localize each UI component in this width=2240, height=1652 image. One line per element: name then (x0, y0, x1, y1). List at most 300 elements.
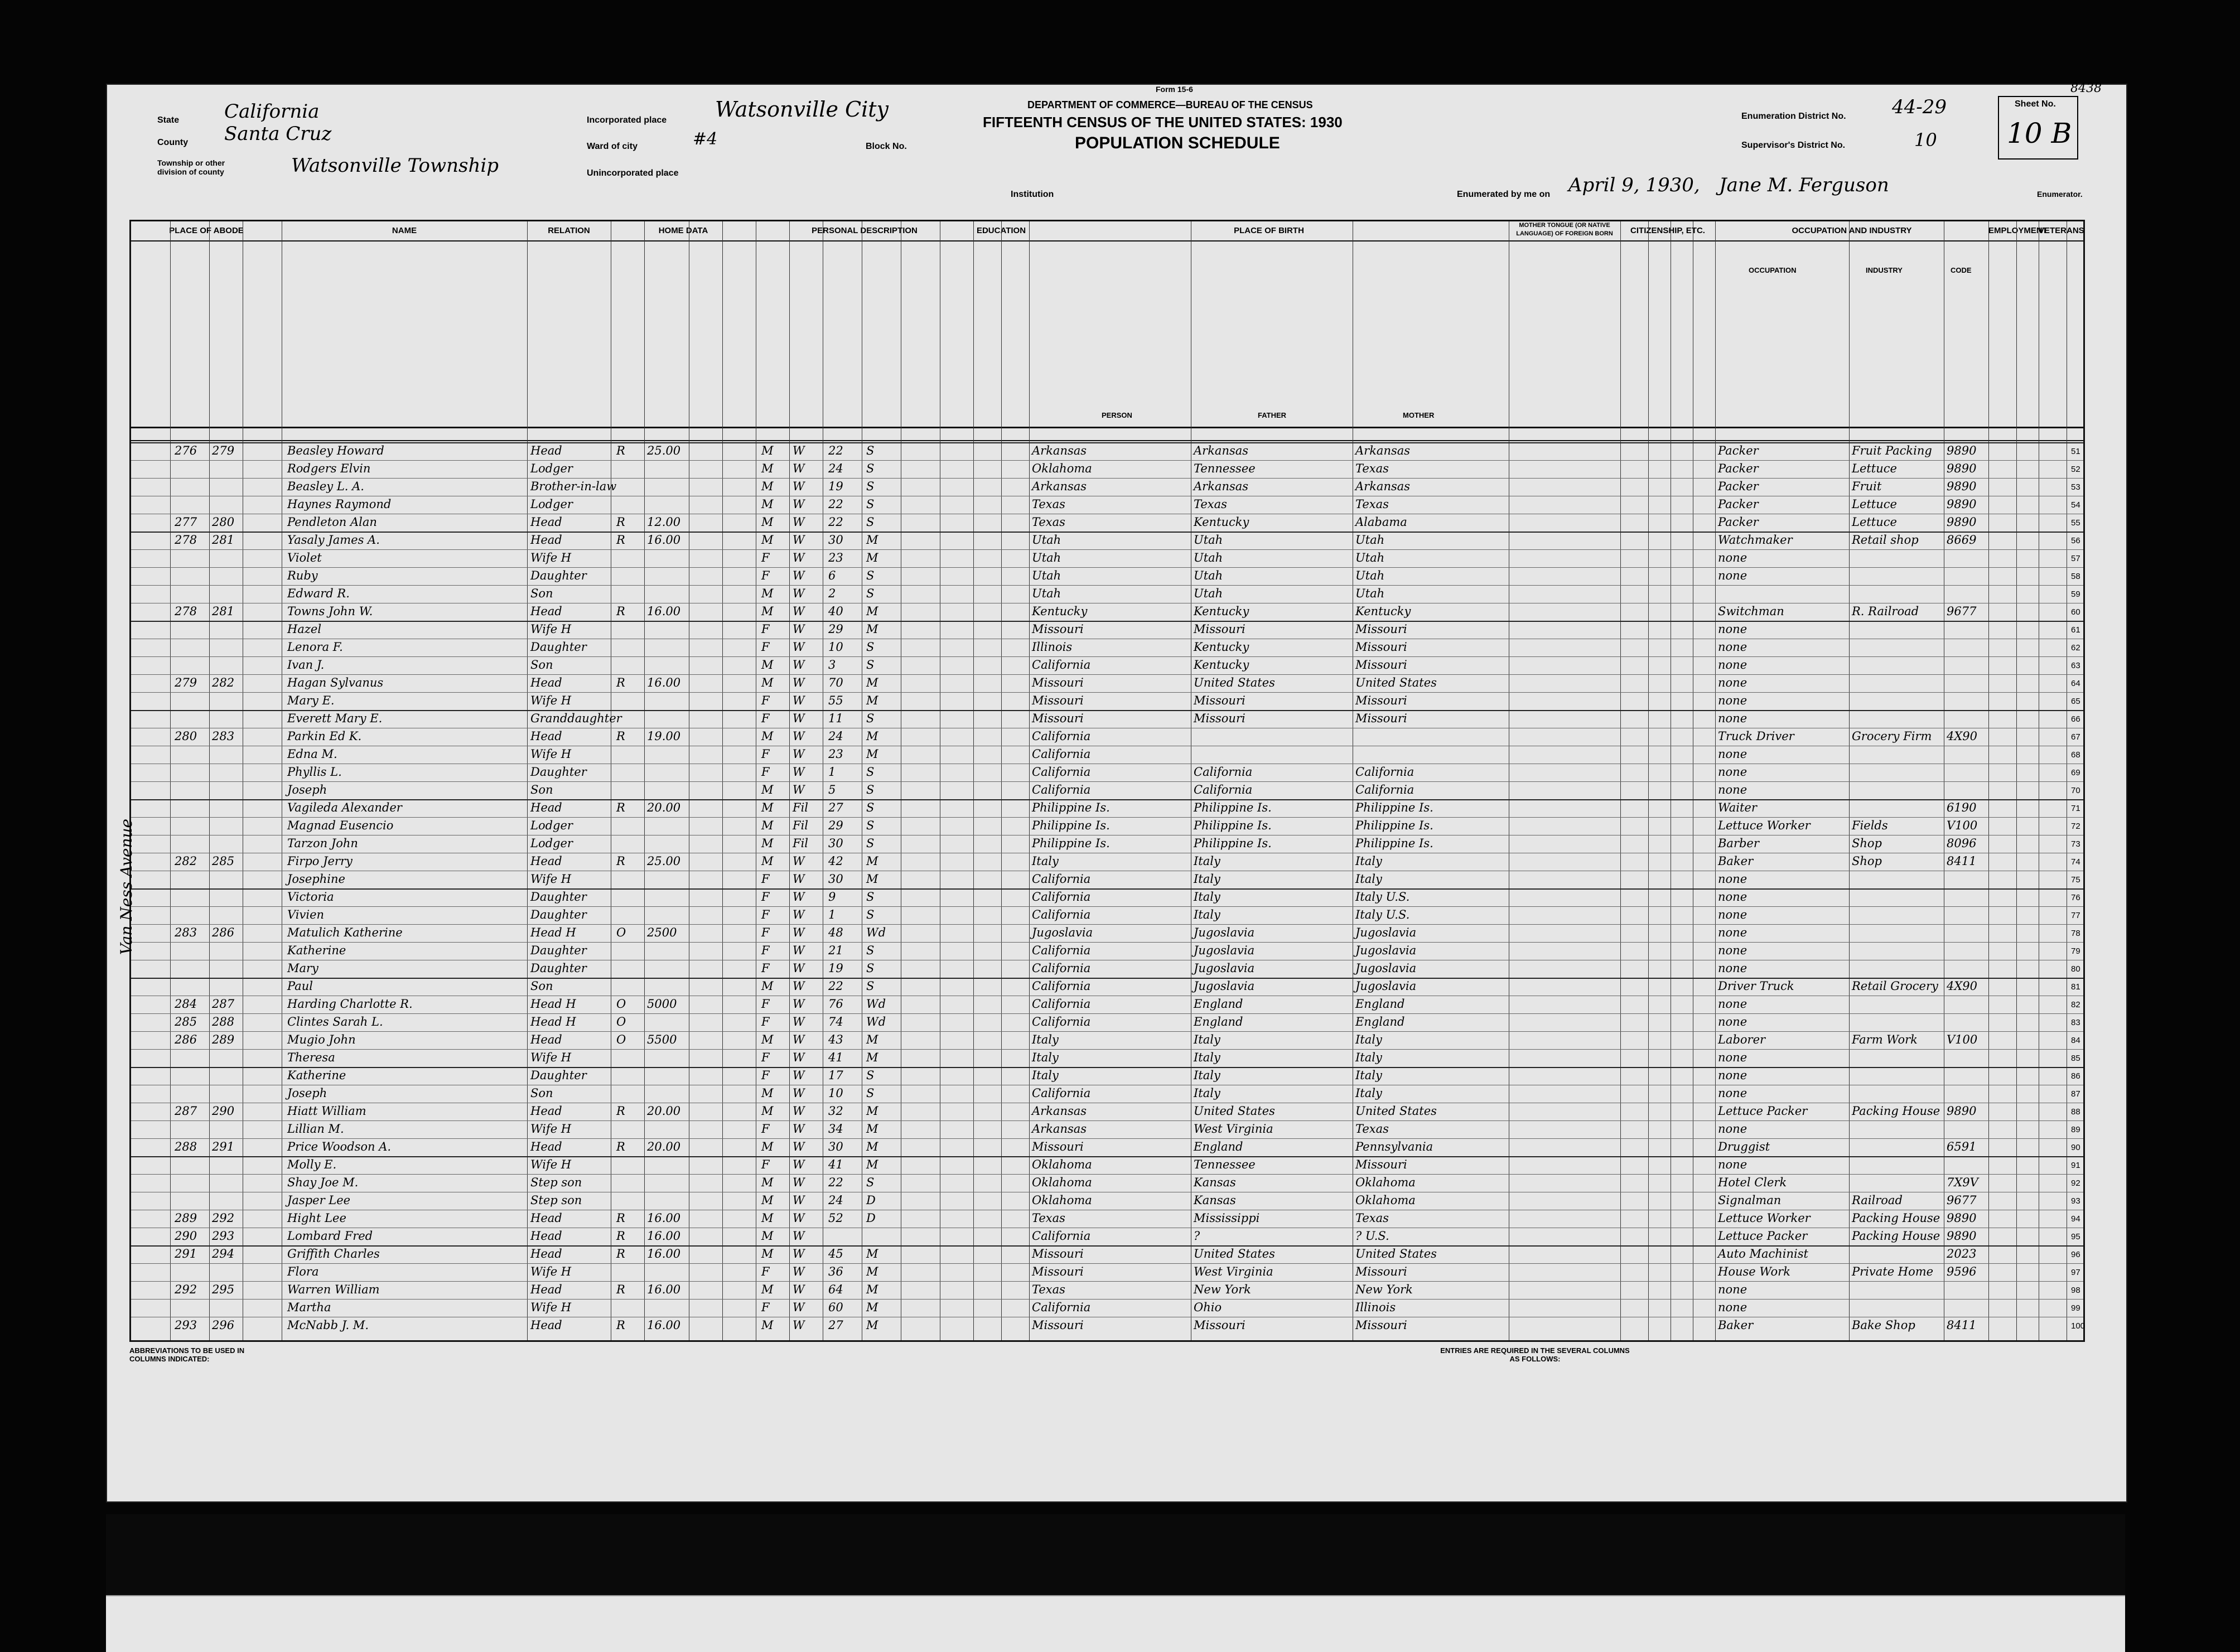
line-number: 51 (2071, 447, 2080, 456)
table-row (131, 906, 2083, 907)
cell-age: 27 (828, 801, 843, 814)
cell-marital: S (866, 979, 875, 993)
cell-family: 291 (212, 1140, 235, 1153)
cell-relation: Head (530, 1283, 562, 1296)
cell-industry: Fruit Packing (1852, 444, 1932, 457)
column-divider (2016, 221, 2017, 1340)
cell-value: 16.00 (647, 1247, 681, 1260)
cell-tenure: R (616, 1140, 625, 1153)
cell-dwelling: 279 (175, 676, 197, 689)
cell-sex: F (761, 1265, 770, 1278)
cell-code: 9677 (1947, 1194, 1977, 1207)
cell-birthplace: Texas (1032, 1283, 1065, 1296)
table-row (131, 442, 2083, 443)
county-value: Santa Cruz (224, 123, 332, 145)
cell-occupation: Packer (1718, 497, 1759, 511)
cell-name: Joseph (287, 1086, 327, 1100)
cell-occupation: House Work (1718, 1265, 1790, 1278)
cell-family: 290 (212, 1104, 235, 1118)
column-divider (527, 221, 528, 1340)
column-divider (1715, 221, 1716, 1340)
group-mother-tongue: MOTHER TONGUE (OR NATIVE LANGUAGE) OF FOREIGN BORN (1509, 221, 1620, 241)
cell-value: 20.00 (647, 801, 681, 814)
cell-sex: M (761, 515, 774, 529)
cell-age: 24 (828, 730, 843, 743)
cell-tenure: R (616, 444, 625, 457)
cell-dwelling: 280 (175, 730, 197, 743)
ed-label: Enumeration District No. (1741, 112, 1846, 121)
cell-marital: M (866, 694, 878, 707)
cell-name: Parkin Ed K. (287, 730, 362, 743)
cell-name: Firpo Jerry (287, 854, 353, 868)
cell-sex: F (761, 1015, 770, 1028)
cell-race: W (793, 1211, 805, 1225)
cell-industry: Grocery Firm (1852, 730, 1932, 743)
cell-age: 48 (828, 926, 843, 939)
cell-birthplace: California (1032, 1015, 1091, 1028)
cell-father: Philippine Is. (1194, 801, 1272, 814)
cell-father: Italy (1194, 1033, 1220, 1046)
cell-occupation: none (1718, 765, 1747, 779)
cell-mother: Philippine Is. (1355, 801, 1433, 814)
cell-name: Lillian M. (287, 1122, 344, 1136)
line-number: 63 (2071, 661, 2080, 670)
cell-mother: Jugoslavia (1355, 944, 1417, 957)
line-number: 95 (2071, 1232, 2080, 1242)
cell-race: W (793, 730, 805, 743)
cell-tenure: R (616, 533, 625, 547)
cell-tenure: O (616, 1015, 626, 1028)
institution-label: Institution (1011, 190, 1054, 199)
cell-mother: Jugoslavia (1355, 979, 1417, 993)
cell-relation: Head (530, 1104, 562, 1118)
cell-marital: D (866, 1194, 876, 1207)
population-table (129, 220, 2085, 1342)
cell-birthplace: Texas (1032, 497, 1065, 511)
cell-mother: England (1355, 1015, 1405, 1028)
cell-marital: S (866, 837, 875, 850)
cell-race: W (793, 747, 805, 761)
cell-birthplace: Missouri (1032, 676, 1084, 689)
cell-age: 55 (828, 694, 843, 707)
cell-birthplace: Missouri (1032, 1140, 1084, 1153)
cell-occupation: Auto Machinist (1718, 1247, 1808, 1260)
cell-birthplace: Missouri (1032, 1247, 1084, 1260)
cell-birthplace: Arkansas (1032, 444, 1087, 457)
cell-sex: M (761, 1140, 774, 1153)
cell-name: Mary E. (287, 694, 335, 707)
cell-marital: S (866, 908, 875, 921)
cell-name: Martha (287, 1301, 331, 1314)
cell-marital: M (866, 1247, 878, 1260)
cell-family: 296 (212, 1318, 235, 1332)
cell-age: 23 (828, 551, 843, 564)
cell-age: 42 (828, 854, 843, 868)
cell-family: 286 (212, 926, 235, 939)
header-occupation: OCCUPATION (1749, 266, 1797, 274)
cell-value: 12.00 (647, 515, 681, 529)
cell-name: Edna M. (287, 747, 337, 761)
cell-sex: M (761, 1033, 774, 1046)
cell-race: W (793, 712, 805, 725)
line-number: 91 (2071, 1161, 2080, 1170)
table-row (131, 1281, 2083, 1282)
cell-father: United States (1194, 1247, 1275, 1260)
cell-race: W (793, 1086, 805, 1100)
cell-age: 9 (828, 890, 836, 904)
cell-name: Mugio John (287, 1033, 356, 1046)
cell-mother: Kentucky (1355, 605, 1411, 618)
cell-age: 30 (828, 1140, 843, 1153)
cell-occupation: Baker (1718, 854, 1754, 868)
cell-age: 29 (828, 622, 843, 636)
cell-occupation: none (1718, 1158, 1747, 1171)
cell-relation: Wife H (530, 1158, 572, 1171)
cell-code: 8411 (1947, 1318, 1977, 1332)
cell-father: Ohio (1194, 1301, 1222, 1314)
cell-name: Lenora F. (287, 640, 343, 654)
cell-relation: Son (530, 587, 553, 600)
cell-father: Missouri (1194, 712, 1245, 725)
cell-occupation: Packer (1718, 444, 1759, 457)
table-row (131, 978, 2083, 979)
cell-relation: Wife H (530, 1051, 572, 1064)
cell-race: W (793, 765, 805, 779)
group-education: EDUCATION (973, 221, 1029, 241)
form-label: Form 15-6 (1156, 85, 1193, 94)
group-place-of-birth: PLACE OF BIRTH (1029, 221, 1509, 241)
cell-name: Phyllis L. (287, 765, 342, 779)
cell-occupation: none (1718, 640, 1747, 654)
line-number: 78 (2071, 929, 2080, 938)
cell-marital: M (866, 747, 878, 761)
cell-age: 22 (828, 515, 843, 529)
cell-age: 76 (828, 997, 843, 1011)
cell-race: Fil (793, 819, 809, 832)
cell-industry: Shop (1852, 837, 1882, 850)
cell-mother: Illinois (1355, 1301, 1396, 1314)
cell-name: Rodgers Elvin (287, 462, 371, 475)
cell-race: W (793, 1051, 805, 1064)
cell-mother: Missouri (1355, 622, 1407, 636)
cell-birthplace: California (1032, 1229, 1091, 1243)
cell-mother: Utah (1355, 569, 1385, 582)
cell-race: W (793, 1247, 805, 1260)
cell-father: Missouri (1194, 1318, 1245, 1332)
cell-father: California (1194, 765, 1253, 779)
cell-family: 280 (212, 515, 235, 529)
cell-marital: M (866, 1104, 878, 1118)
cell-birthplace: Oklahoma (1032, 1158, 1092, 1171)
sd-label: Supervisor's District No. (1741, 141, 1846, 150)
cell-birthplace: Jugoslavia (1032, 926, 1093, 939)
table-row (131, 942, 2083, 943)
cell-occupation: Laborer (1718, 1033, 1766, 1046)
cell-birthplace: Texas (1032, 515, 1065, 529)
cell-occupation: Barber (1718, 837, 1759, 850)
cell-relation: Daughter (530, 1069, 587, 1082)
cell-code: 9596 (1947, 1265, 1977, 1278)
cell-name: Katherine (287, 944, 346, 957)
cell-mother: Italy (1355, 1033, 1382, 1046)
line-number: 66 (2071, 714, 2080, 724)
cell-father: Tennessee (1194, 1158, 1256, 1171)
cell-occupation: none (1718, 1086, 1747, 1100)
cell-race: Fil (793, 837, 809, 850)
cell-relation: Wife H (530, 1301, 572, 1314)
cell-occupation: none (1718, 622, 1747, 636)
cell-relation: Son (530, 783, 553, 796)
cell-industry: Private Home (1852, 1265, 1934, 1278)
table-row (131, 621, 2083, 622)
line-number: 100 (2071, 1321, 2085, 1331)
cell-dwelling: 292 (175, 1283, 197, 1296)
cell-father: England (1194, 1140, 1243, 1153)
cell-father: New York (1194, 1283, 1251, 1296)
line-number: 61 (2071, 625, 2080, 635)
cell-mother: Italy (1355, 1086, 1382, 1100)
cell-race: W (793, 605, 805, 618)
cell-name: Lombard Fred (287, 1229, 373, 1243)
cell-birthplace: Philippine Is. (1032, 801, 1110, 814)
cell-name: Hagan Sylvanus (287, 676, 384, 689)
cell-sex: M (761, 462, 774, 475)
cell-occupation: none (1718, 908, 1747, 921)
cell-name: Haynes Raymond (287, 497, 392, 511)
cell-occupation: none (1718, 962, 1747, 975)
cell-relation: Head H (530, 1015, 576, 1028)
cell-occupation: none (1718, 551, 1747, 564)
cell-value: 20.00 (647, 1140, 681, 1153)
cell-marital: M (866, 551, 878, 564)
line-number: 65 (2071, 697, 2080, 706)
cell-mother: Jugoslavia (1355, 926, 1417, 939)
state-value: California (224, 100, 320, 123)
cell-father: Utah (1194, 551, 1223, 564)
cell-birthplace: California (1032, 908, 1091, 921)
cell-relation: Daughter (530, 908, 587, 921)
cell-sex: F (761, 997, 770, 1011)
cell-value: 16.00 (647, 1318, 681, 1332)
cell-marital: M (866, 730, 878, 743)
cell-sex: F (761, 1051, 770, 1064)
cell-relation: Daughter (530, 944, 587, 957)
cell-mother: Missouri (1355, 1265, 1407, 1278)
cell-father: United States (1194, 1104, 1275, 1118)
cell-tenure: R (616, 1283, 625, 1296)
table-row (131, 1049, 2083, 1050)
cell-father: Utah (1194, 533, 1223, 547)
cell-birthplace: Italy (1032, 1033, 1059, 1046)
cell-race: W (793, 640, 805, 654)
cell-race: W (793, 1318, 805, 1332)
ward-value: #4 (693, 129, 718, 149)
cell-birthplace: Missouri (1032, 712, 1084, 725)
cell-father: United States (1194, 676, 1275, 689)
cell-value: 2500 (647, 926, 677, 939)
table-row (131, 1299, 2083, 1300)
cell-occupation: none (1718, 1015, 1747, 1028)
cell-marital: S (866, 497, 875, 511)
group-place-of-abode: PLACE OF ABODE (131, 221, 282, 241)
sheet-value: 10 B (2007, 117, 2072, 149)
cell-relation: Daughter (530, 640, 587, 654)
group-employment: EMPLOYMENT (1988, 221, 2039, 241)
cell-relation: Daughter (530, 962, 587, 975)
cell-mother: Missouri (1355, 1158, 1407, 1171)
cell-age: 74 (828, 1015, 843, 1028)
cell-mother: Oklahoma (1355, 1176, 1416, 1189)
table-row (131, 799, 2083, 800)
line-number: 73 (2071, 839, 2080, 849)
cell-mother: Jugoslavia (1355, 962, 1417, 975)
cell-relation: Daughter (530, 569, 587, 582)
cell-age: 10 (828, 1086, 843, 1100)
cell-race: W (793, 908, 805, 921)
column-divider (973, 221, 974, 1340)
cell-occupation: Truck Driver (1718, 730, 1794, 743)
cell-marital: S (866, 765, 875, 779)
cell-mother: Philippine Is. (1355, 837, 1433, 850)
column-divider (170, 221, 171, 1340)
cell-marital: Wd (866, 926, 886, 939)
cell-mother: Italy (1355, 1051, 1382, 1064)
cell-race: W (793, 569, 805, 582)
table-row (131, 1156, 2083, 1157)
line-number: 55 (2071, 518, 2080, 528)
cell-code: 6190 (1947, 801, 1977, 814)
cell-dwelling: 287 (175, 1104, 197, 1118)
cell-age: 19 (828, 962, 843, 975)
cell-birthplace: California (1032, 962, 1091, 975)
cell-race: W (793, 872, 805, 886)
cell-age: 60 (828, 1301, 843, 1314)
column-divider (722, 221, 723, 1340)
cell-marital: M (866, 854, 878, 868)
cell-mother: Italy U.S. (1355, 908, 1410, 921)
column-divider (1648, 221, 1649, 1340)
cell-industry: Retail shop (1852, 533, 1919, 547)
cell-marital: S (866, 569, 875, 582)
cell-sex: M (761, 979, 774, 993)
cell-relation: Head (530, 444, 562, 457)
cell-relation: Wife H (530, 551, 572, 564)
cell-occupation: Druggist (1718, 1140, 1770, 1153)
cell-mother: United States (1355, 1104, 1437, 1118)
cell-name: Violet (287, 551, 322, 564)
cell-sex: F (761, 765, 770, 779)
line-number: 87 (2071, 1089, 2080, 1099)
table-row (131, 924, 2083, 925)
cell-dwelling: 278 (175, 605, 197, 618)
cell-marital: M (866, 622, 878, 636)
cell-mother: Oklahoma (1355, 1194, 1416, 1207)
cell-mother: Missouri (1355, 1318, 1407, 1332)
cell-relation: Wife H (530, 1265, 572, 1278)
cell-age: 64 (828, 1283, 843, 1296)
cell-father: Italy (1194, 1051, 1220, 1064)
cell-birthplace: California (1032, 890, 1091, 904)
cell-sex: M (761, 1318, 774, 1332)
table-row (131, 1138, 2083, 1139)
line-number: 97 (2071, 1268, 2080, 1277)
cell-father: Texas (1194, 497, 1227, 511)
cell-mother: Arkansas (1355, 444, 1411, 457)
cell-age: 36 (828, 1265, 843, 1278)
cell-occupation: none (1718, 1069, 1747, 1082)
cell-birthplace: California (1032, 997, 1091, 1011)
cell-sex: F (761, 944, 770, 957)
cell-race: W (793, 1033, 805, 1046)
cell-occupation: Watchmaker (1718, 533, 1793, 547)
cell-race: W (793, 533, 805, 547)
line-number: 84 (2071, 1036, 2080, 1045)
cell-name: Ivan J. (287, 658, 325, 672)
cell-relation: Wife H (530, 747, 572, 761)
cell-birthplace: Missouri (1032, 1265, 1084, 1278)
cell-code: 9890 (1947, 1104, 1977, 1118)
cell-race: W (793, 480, 805, 493)
cell-occupation: Signalman (1718, 1194, 1782, 1207)
cell-birthplace: Italy (1032, 1051, 1059, 1064)
table-row (131, 1120, 2083, 1121)
group-name: NAME (282, 221, 527, 241)
table-row (131, 710, 2083, 711)
cell-race: W (793, 587, 805, 600)
cell-code: 9890 (1947, 462, 1977, 475)
cell-code: 9890 (1947, 1211, 1977, 1225)
cell-code: 9890 (1947, 497, 1977, 511)
cell-sex: M (761, 1176, 774, 1189)
cell-occupation: none (1718, 676, 1747, 689)
header-father: FATHER (1258, 411, 1287, 419)
cell-age: 22 (828, 979, 843, 993)
cell-race: W (793, 1301, 805, 1314)
table-row (131, 585, 2083, 586)
cell-birthplace: Utah (1032, 551, 1061, 564)
cell-race: W (793, 1265, 805, 1278)
cell-dwelling: 284 (175, 997, 197, 1011)
cell-tenure: R (616, 1229, 625, 1243)
cell-family: 279 (212, 444, 235, 457)
cell-father: Italy (1194, 1086, 1220, 1100)
cell-birthplace: California (1032, 944, 1091, 957)
cell-relation: Wife H (530, 872, 572, 886)
cell-sex: F (761, 694, 770, 707)
cell-marital: M (866, 1158, 878, 1171)
column-divider (1620, 221, 1621, 1340)
cell-birthplace: Missouri (1032, 1318, 1084, 1332)
cell-father: Arkansas (1194, 444, 1249, 457)
cell-relation: Son (530, 658, 553, 672)
corner-stamp: 8438 (2070, 81, 2102, 95)
cell-birthplace: Arkansas (1032, 1104, 1087, 1118)
cell-relation: Lodger (530, 462, 573, 475)
cell-sex: M (761, 676, 774, 689)
cell-marital: Wd (866, 1015, 886, 1028)
cell-marital: M (866, 1122, 878, 1136)
cell-sex: M (761, 783, 774, 796)
group-citizenship: CITIZENSHIP, ETC. (1620, 221, 1715, 241)
cell-family: 289 (212, 1033, 235, 1046)
table-row (131, 817, 2083, 818)
cell-birthplace: Missouri (1032, 694, 1084, 707)
cell-name: Griffith Charles (287, 1247, 380, 1260)
cell-birthplace: Missouri (1032, 622, 1084, 636)
cell-family: 283 (212, 730, 235, 743)
table-row (131, 1013, 2083, 1014)
cell-birthplace: California (1032, 783, 1091, 796)
